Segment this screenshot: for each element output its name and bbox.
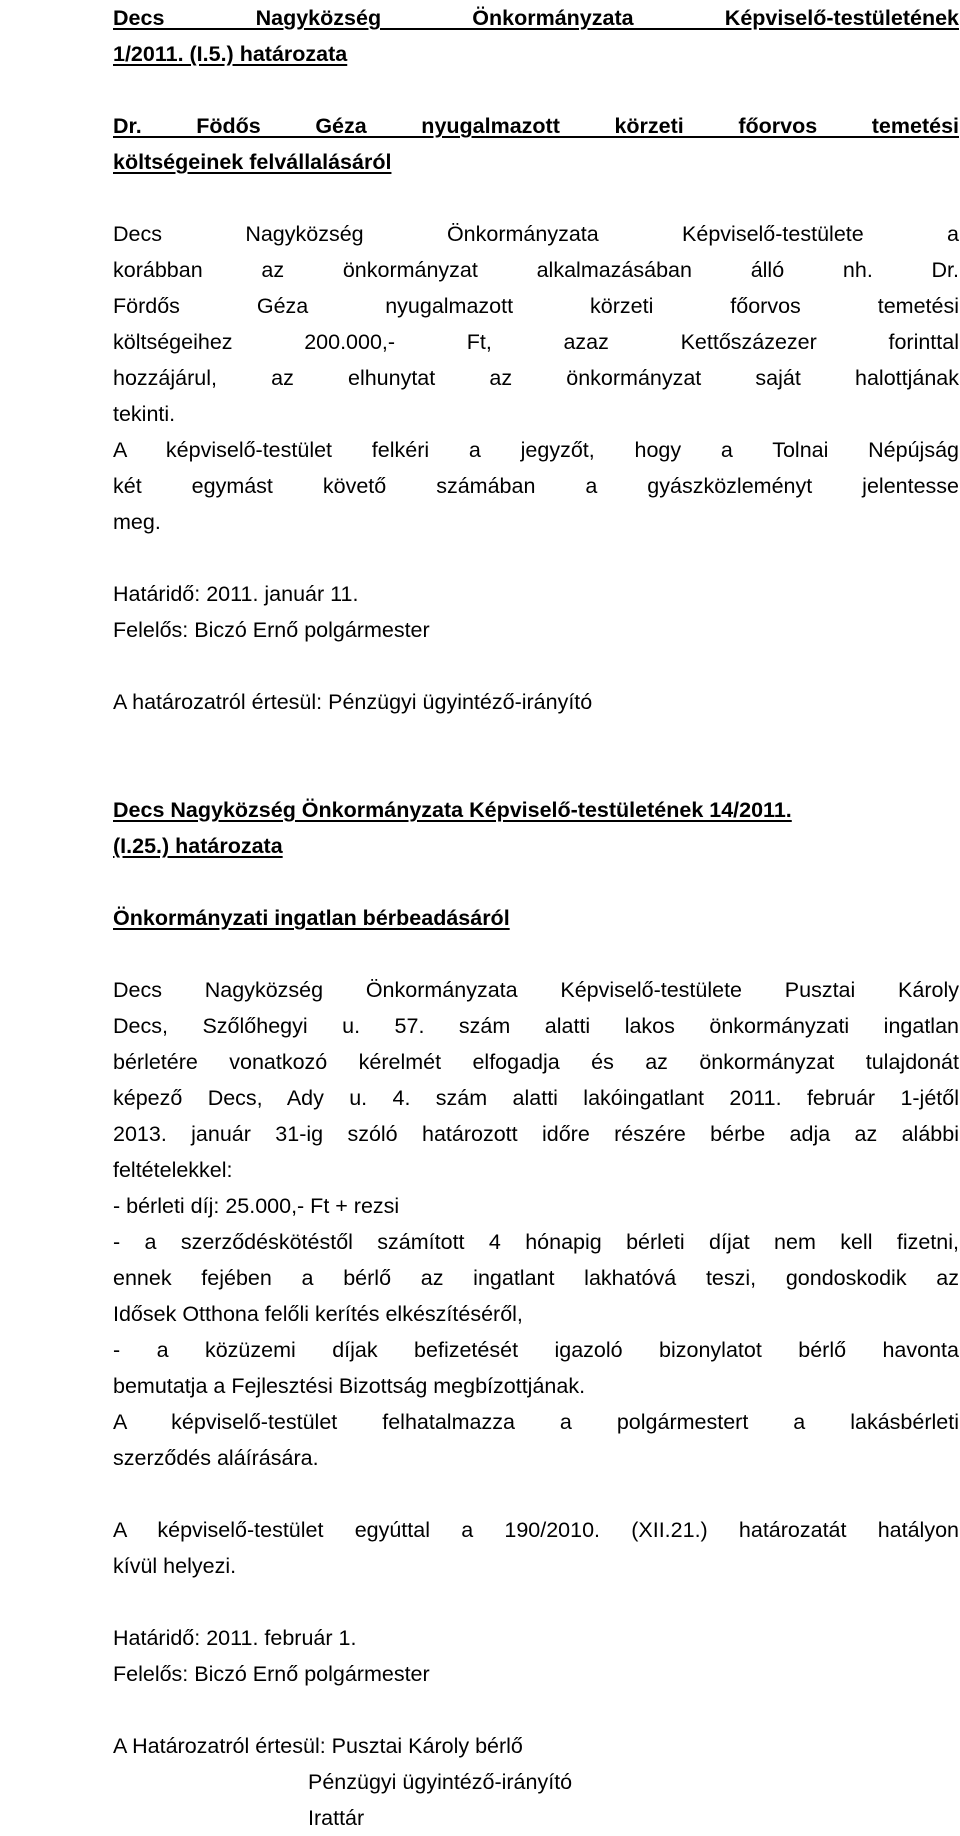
resolution-2 — [113, 792, 959, 1836]
body-line: bemutatja a Fejlesztési Bizottság megbízottjának. — [113, 1374, 586, 1398]
resolution-2-body — [113, 972, 959, 1476]
body-line: feltételekkel: — [113, 1158, 233, 1182]
body-line: - a közüzemi díjak befizetését igazoló bizonylatot bérlő havonta — [113, 1338, 959, 1362]
body-line: Decs Nagyközség Önkormányzata Képviselő-testülete Pusztai Károly — [113, 978, 959, 1002]
body-line: bérletére vonatkozó kérelmét elfogadja és az önkormányzat tulajdonát — [113, 1050, 959, 1074]
resolution-2-heading-line-1: Decs Nagyközség Önkormányzata Képviselő-testületének 14/2011. — [113, 798, 792, 822]
body-line: Fördős Géza nyugalmazott körzeti főorvos temetési — [113, 294, 959, 318]
body-line: ennek fejében a bérlő az ingatlant lakhatóvá teszi, gondoskodik az — [113, 1266, 959, 1290]
resolution-1-heading-line-1: Decs Nagyközség Önkormányzata Képviselő-testületének — [113, 6, 959, 30]
resolution-2-heading-line-2: (I.25.) határozata — [113, 834, 283, 858]
body-line: A képviselő-testület felkéri a jegyzőt, hogy a Tolnai Népújság — [113, 438, 959, 462]
body-line: - bérleti díj: 25.000,- Ft + rezsi — [113, 1194, 400, 1218]
body-line: Idősek Otthona felőli kerítés elkészítéséről, — [113, 1302, 523, 1326]
resolution-1-deadline: Határidő: 2011. január 11. — [113, 582, 359, 606]
resolution-2-subject: Önkormányzati ingatlan bérbeadásáról — [113, 906, 510, 930]
body-line: korábban az önkormányzat alkalmazásában álló nh. Dr. — [113, 258, 959, 282]
body-line: képező Decs, Ady u. 4. szám alatti lakóingatlant 2011. február 1-jétől — [113, 1086, 959, 1110]
resolution-2-notified-line-3: Irattár — [308, 1806, 365, 1830]
resolution-2-responsible: Felelős: Biczó Ernő polgármester — [113, 1662, 430, 1686]
body-line: - a szerződéskötéstől számított 4 hónapig bérleti díjat nem kell fizetni, — [113, 1230, 959, 1254]
resolution-2-notified-line-2: Pénzügyi ügyintéző-irányító — [308, 1770, 573, 1794]
resolution-1-heading-line-2: 1/2011. (I.5.) határozata — [113, 42, 348, 66]
resolution-2-repeal-line-2: kívül helyezi. — [113, 1554, 237, 1578]
resolution-2-notified-line-1: A Határozatról értesül: Pusztai Károly bérlő — [113, 1734, 523, 1758]
body-line: Decs Nagyközség Önkormányzata Képviselő-testülete a — [113, 222, 959, 246]
resolution-1-body — [113, 216, 959, 540]
body-line: meg. — [113, 510, 161, 534]
resolution-2-deadline: Határidő: 2011. február 1. — [113, 1626, 357, 1650]
body-line: hozzájárul, az elhunytat az önkormányzat saját halottjának — [113, 366, 959, 390]
body-line: tekinti. — [113, 402, 176, 426]
document-page — [113, 0, 959, 1836]
resolution-2-repeal-line-1: A képviselő-testület egyúttal a 190/2010. (XII.21.) határozatát hatályon — [113, 1518, 959, 1542]
resolution-1-notified: A határozatról értesül: Pénzügyi ügyintéző-irányító — [113, 690, 593, 714]
body-line: két egymást követő számában a gyászközleményt jelentesse — [113, 474, 959, 498]
body-line: Decs, Szőlőhegyi u. 57. szám alatti lakos önkormányzati ingatlan — [113, 1014, 959, 1038]
resolution-1-subject-line-2: költségeinek felvállalásáról — [113, 150, 392, 174]
body-line: A képviselő-testület felhatalmazza a polgármestert a lakásbérleti — [113, 1410, 959, 1434]
resolution-1-responsible: Felelős: Biczó Ernő polgármester — [113, 618, 430, 642]
resolution-1-subject-line-1: Dr. Födős Géza nyugalmazott körzeti főorvos temetési — [113, 114, 959, 138]
body-line: 2013. január 31-ig szóló határozott időre részére bérbe adja az alábbi — [113, 1122, 959, 1146]
body-line: költségeihez 200.000,- Ft, azaz Kettőszázezer forinttal — [113, 330, 959, 354]
body-line: szerződés aláírására. — [113, 1446, 319, 1470]
resolution-1 — [113, 0, 959, 720]
